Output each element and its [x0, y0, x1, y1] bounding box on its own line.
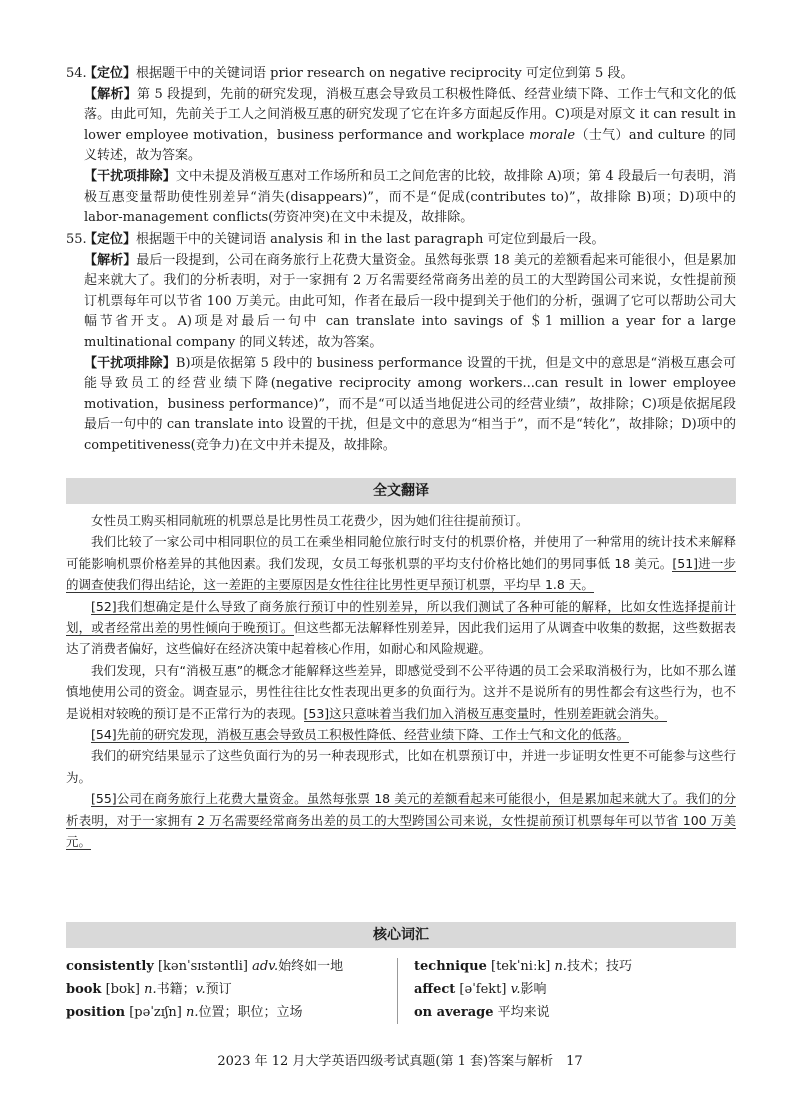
vocab-definition: 书籍；: [156, 982, 196, 997]
vocab-pos: n.: [186, 1005, 199, 1020]
translation-paragraph: [66, 596, 736, 660]
vocab-word: affect: [414, 982, 456, 997]
vocab-definition: 始终如一地: [278, 959, 344, 974]
locate-label: 【定位】: [84, 66, 137, 81]
question-55: [66, 230, 736, 457]
analysis-label: 【解析】: [84, 252, 137, 268]
vocab-word: book: [66, 982, 102, 997]
vocab-entry: [414, 955, 632, 978]
vocab-phonetic: [bʊk]: [101, 982, 145, 997]
distractor-label: 【干扰项排除】: [84, 355, 176, 371]
locate-label: 【定位】: [84, 232, 137, 247]
distractor-paragraph: [66, 354, 736, 457]
vocab-phonetic: [pəˈzɪʃn]: [125, 1005, 186, 1020]
analysis-text: 最后一段提到，公司在商务旅行上花费大量资金。虽然每张票 18 美元的差额看起来可能很小，但是累加起来就大了。我们的分析表明，对于一家拥有 2 万名需要经常商务出差的员工的大型跨国公司来说，女性提前预订机票每年可以节省 100 万美元。由此可知，作者在最后一段中提到关于他们的分析，强调了它可以帮助公司大幅节省开支。A)项是对最后一句中 can translate into savings of ＄1 million a year for a large multinational company 的同义转述，故为答案。: [84, 252, 736, 350]
locate-line: [66, 230, 736, 251]
analysis-text-end: （士气）and culture 的同义转述，故为答案。: [84, 127, 737, 164]
vocab-word: on average: [414, 1005, 494, 1020]
vocabulary-right-column: [414, 955, 632, 1024]
locate-line: [66, 64, 736, 85]
distractor-text: B)项是依据第 5 段中的 business performance 设置的干扰，但是文中的意思是“消极互惠会可能导致员工的经营业绩下降(negative reciprocity among workers...can result in lower employee motivation，business performance)”，而不是“可以适当地促进公司的经营业绩”，故排除；C)项是依据尾段最后一句中的 can translate into 设置的干扰，但是文中的意思为“相当于”，而不是“转化”，故排除；D)项中的 competitiveness(竞争力)在文中并未提及，故排除。: [84, 355, 736, 453]
translation-paragraph: [66, 531, 736, 595]
vocab-entry: [414, 978, 632, 1001]
translation-paragraph: [66, 724, 736, 745]
locate-text: 根据题干中的关键词语 prior research on negative reciprocity 可定位到第 5 段。: [136, 66, 634, 81]
analysis-text: 第 5 段提到，先前的研究发现，消极互惠会导致员工积极性降低、经营业绩下降、工作士气和文化的低落。由此可知，先前关于工人之间消极互惠的研究发现了它在许多方面起反作用。C)项是对原文 it can result in lower employee motivation，business performance and workplace: [84, 86, 736, 143]
vocabulary-heading: 核心词汇: [66, 922, 736, 948]
analysis-paragraph: [66, 85, 736, 167]
vocab-definition: 影响: [520, 982, 547, 997]
translation-paragraph: [66, 660, 736, 724]
vocab-phonetic: [əˈfekt]: [455, 982, 511, 997]
translation-text: 但这些都无法解释性别差异，因此我们运用了从调查中收集的数据，这些数据表达了消费者偏好，这些偏好在经济决策中起着核心作用，如耐心和风险规避。: [66, 620, 736, 657]
vocab-entry: [66, 978, 343, 1001]
vocab-definition: 预订: [205, 982, 232, 997]
translation-body: [66, 510, 736, 853]
distractor-label: 【干扰项排除】: [84, 168, 176, 184]
locate-text: 根据题干中的关键词语 analysis 和 in the last paragraph 可定位到最后一段。: [136, 232, 605, 247]
underlined-sentence: [53]这只意味着当我们加入消极互惠变量时，性别差距就会消失。: [303, 705, 667, 721]
translation-paragraph: 女性员工购买相同航班的机票总是比男性员工花费少，因为她们往往提前预订。: [91, 513, 529, 528]
translation-paragraph: 我们的研究结果显示了这些负面行为的另一种表现形式，比如在机票预订中，并进一步证明女性更不可能参与这些行为。: [66, 748, 736, 785]
underlined-sentence: [55]公司在商务旅行上花费大量资金。: [91, 791, 307, 807]
vocab-pos: v.: [195, 982, 206, 997]
translation-heading: 全文翻译: [66, 478, 736, 504]
distractor-text: 文中未提及消极互惠对工作场所和员工之间危害的比较，故排除 A)项；第 4 段最后一句表明，消极互惠变量帮助使性别差异“消失(disappears)”，而不是“促成(contributes to)”，故排除 B)项；D)项中的 labor-management conflicts(劳资冲突)在文中未提及，故排除。: [84, 168, 736, 226]
vocab-entry: [66, 955, 343, 978]
vocab-divider: [397, 958, 398, 1024]
underlined-sentence: [51]进一步的调查使我们得出结论，这一差距的主要原因是女性往往比男性更早预订机票，平均早 1.8 天。: [66, 555, 736, 593]
underlined-sentence: [54]先前的研究发现，消极互惠会导致员工积极性降低、经营业绩下降、工作士气和文化的低落。: [91, 727, 630, 743]
analysis-italic: morale: [529, 127, 576, 143]
vocab-pos: n.: [144, 982, 157, 997]
question-54: [66, 64, 736, 229]
vocab-word: position: [66, 1005, 126, 1020]
vocab-definition: 技术；技巧: [566, 959, 632, 974]
translation-text: 我们比较了一家公司中相同职位的员工在乘坐相同舱位旅行时支付的机票价格，并使用了一种常用的统计技术来解释可能影响机票价格差异的其他因素。我们发现，女员工每张机票的平均支付价格比她们的男同事低 18 美元。: [66, 534, 736, 571]
translation-text: 我们发现，只有“消极互惠”的概念才能解释这些差异，即感觉受到不公平待遇的员工会采取消极行为，比如不那么谨慎地使用公司的资金。调查显示，男性往往比女性表现出更多的负面行为。这并不是说所有的男性都会有这些行为，也不是说相对较晚的预订是不正常行为的表现。: [66, 662, 736, 721]
page-footer: 2023 年 12 月大学英语四级考试真题(第 1 套)答案与解析 17: [217, 1054, 583, 1069]
vocab-definition: 位置；职位；立场: [198, 1005, 303, 1020]
vocab-entry: [66, 1001, 343, 1024]
underlined-sentence: [52]我们想确定是什么导致了商务旅行预订中的性别差异，所以我们测试了各种可能的解释，比如女性选择提前计划，或者经常出差的男性倾向于晚预订。: [66, 598, 736, 636]
vocab-word: consistently: [66, 959, 154, 974]
vocab-pos: adv.: [252, 959, 279, 974]
vocab-entry: [414, 1001, 632, 1024]
vocab-pos: n.: [554, 959, 567, 974]
question-number: 55.: [66, 232, 87, 247]
vocab-definition: 平均来说: [497, 1005, 550, 1020]
vocab-phonetic: [kənˈsɪstəntli]: [153, 959, 253, 974]
question-number: 54.: [66, 66, 87, 81]
translation-paragraph: [66, 788, 736, 852]
vocab-word: technique: [414, 959, 487, 974]
vocab-phonetic: [tekˈniːk]: [486, 959, 555, 974]
analysis-label: 【解析】: [84, 86, 137, 102]
analysis-paragraph: [66, 251, 736, 354]
vocab-pos: v.: [510, 982, 521, 997]
distractor-paragraph: [66, 167, 736, 229]
underlined-sentence: 虽然每张票 18 美元的差额看起来可能很小，但是累加起来就大了。我们的分析表明，对于一家拥有 2 万名需要经常商务出差的员工的大型跨国公司来说，女性提前预订机票每年可以节省 100 万美元。: [66, 791, 736, 850]
vocabulary-left-column: [66, 955, 343, 1024]
